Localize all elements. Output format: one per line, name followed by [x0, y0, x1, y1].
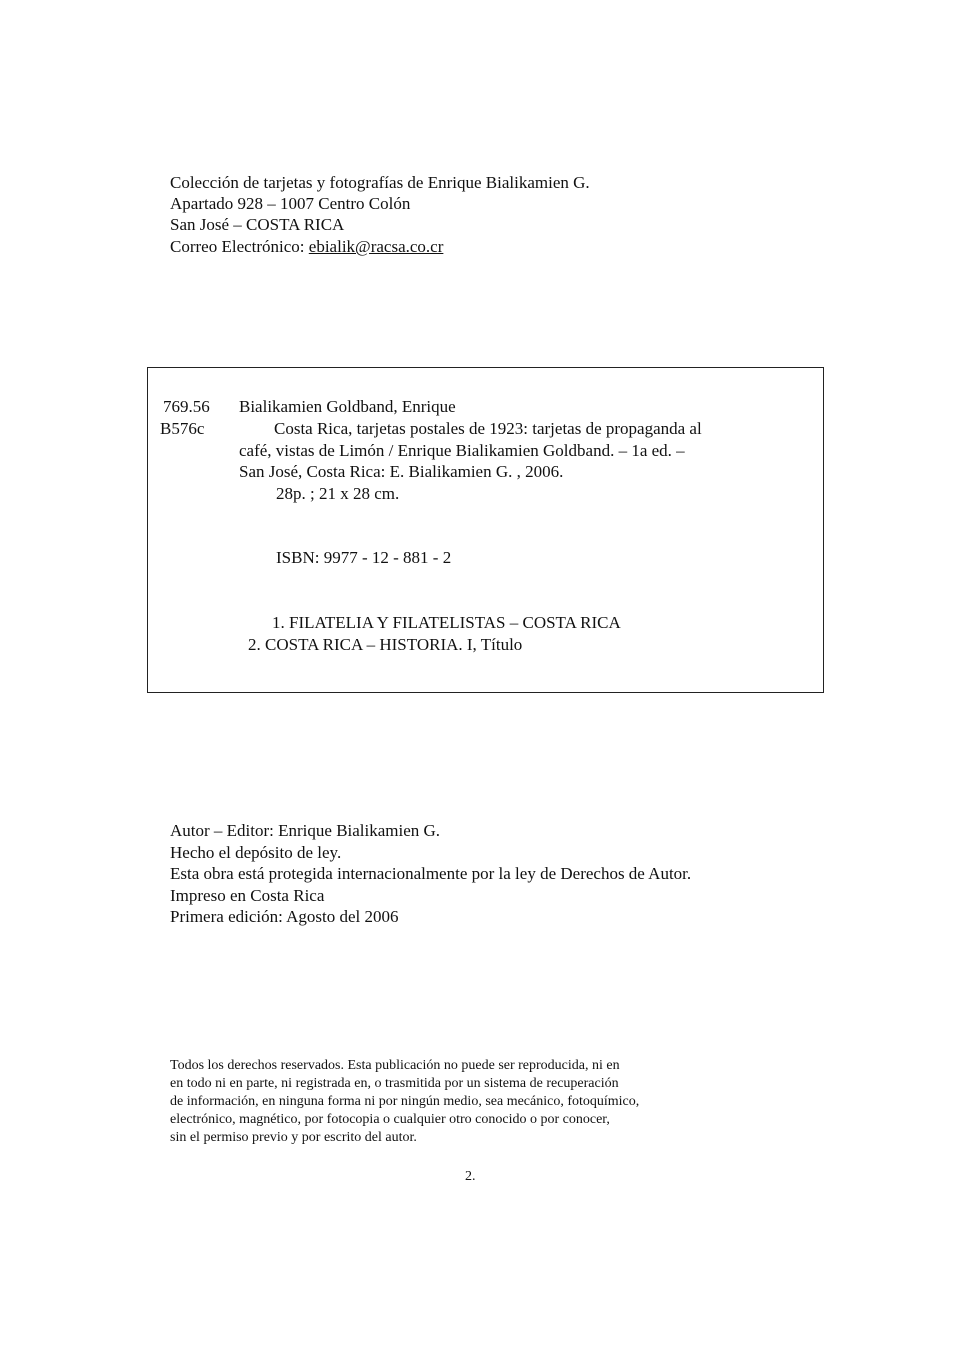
rights-line: de información, en ninguna forma ni por ningún medio, sea mecánico, fotoquímico,	[170, 1094, 640, 1109]
rights-line: en todo ni en parte, ni registrada en, o trasmitida por un sistema de recuperación	[170, 1076, 619, 1091]
publisher-email-line	[170, 236, 443, 257]
catalog-author: Bialikamien Goldband, Enrique	[239, 397, 456, 416]
page-number: 2.	[465, 1169, 476, 1184]
rights-line: sin el permiso previo y por escrito del autor.	[170, 1130, 417, 1145]
rights-line: electrónico, magnético, por fotocopia o cualquier otro conocido o por conocer,	[170, 1112, 610, 1127]
email-link[interactable]: ebialik@racsa.co.cr	[308, 237, 444, 256]
publisher-city: San José – COSTA RICA	[170, 215, 345, 234]
credits-printed: Impreso en Costa Rica	[170, 886, 325, 905]
catalog-imprint: San José, Costa Rica: E. Bialikamien G. , 2006.	[239, 462, 564, 481]
catalog-physical: 28p. ; 21 x 28 cm.	[276, 484, 400, 503]
rights-line: Todos los derechos reservados. Esta publicación no puede ser reproducida, ni en	[170, 1058, 620, 1073]
credits-copyright: Esta obra está protegida internacionalmente por la ley de Derechos de Autor.	[170, 864, 692, 883]
credits-edition: Primera edición: Agosto del 2006	[170, 907, 399, 926]
publisher-address: Apartado 928 – 1007 Centro Colón	[170, 194, 411, 213]
catalog-cutter: B576c	[160, 419, 205, 438]
catalog-title-line1: Costa Rica, tarjetas postales de 1923: tarjetas de propaganda al	[274, 419, 702, 438]
catalog-title-line2: café, vistas de Limón / Enrique Bialikamien Goldband. – 1a ed. –	[239, 441, 685, 460]
catalog-subject-2: 2. COSTA RICA – HISTORIA. I, Título	[248, 635, 523, 654]
credits-deposit: Hecho el depósito de ley.	[170, 843, 342, 862]
credits-author-editor: Autor – Editor: Enrique Bialikamien G.	[170, 821, 441, 840]
email-label: Correo Electrónico:	[170, 237, 309, 256]
catalog-subject-1: 1. FILATELIA Y FILATELISTAS – COSTA RICA	[272, 613, 621, 632]
catalog-class-number: 769.56	[163, 397, 210, 416]
publisher-collection: Colección de tarjetas y fotografías de Enrique Bialikamien G.	[170, 173, 590, 192]
catalog-isbn: ISBN: 9977 - 12 - 881 - 2	[276, 548, 452, 567]
